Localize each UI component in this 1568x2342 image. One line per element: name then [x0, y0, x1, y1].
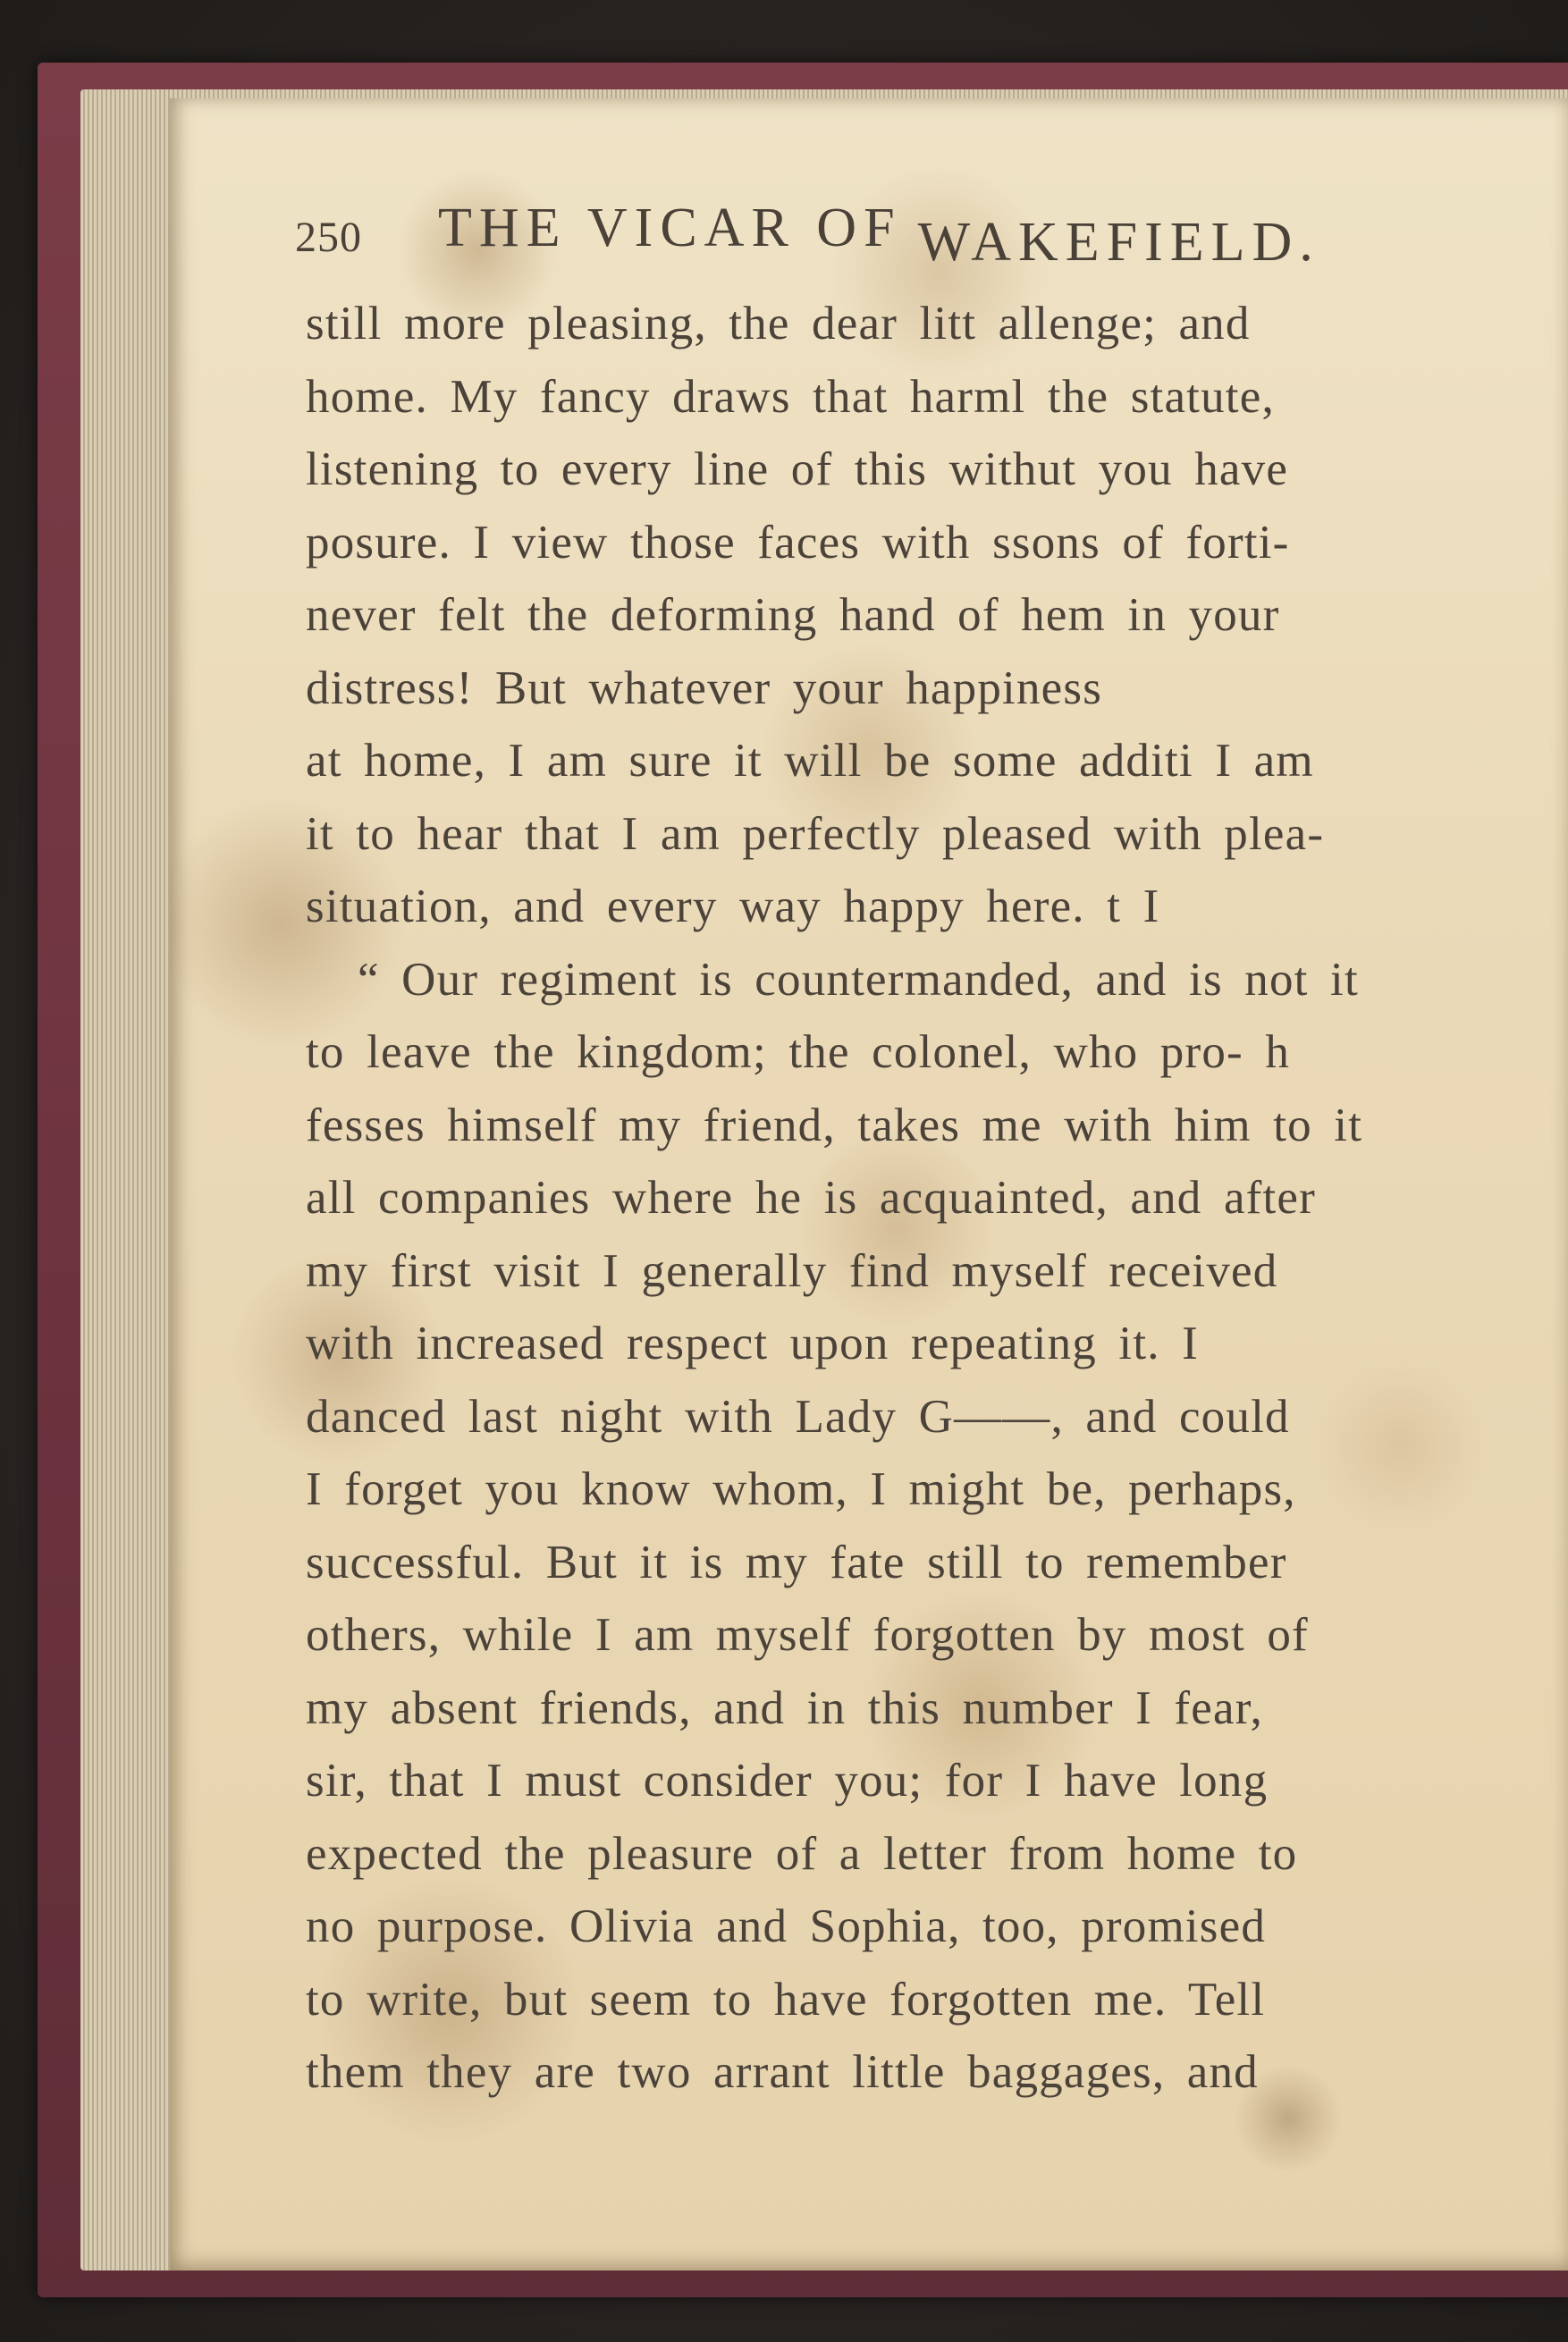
text-line: “ Our regiment is countermanded, and is not it	[358, 953, 1359, 1006]
text-line: others, while I am myself forgotten by most of	[306, 1609, 1309, 1661]
text-line: never felt the deforming hand of hem in your	[306, 589, 1280, 641]
text-line: expected the pleasure of a letter from home to	[306, 1827, 1298, 1880]
page-header	[295, 188, 1529, 286]
running-head-part2: WAKEFIELD.	[917, 212, 1320, 273]
text-line: my first visit I generally find myself received	[306, 1244, 1278, 1297]
text-line: danced last night with Lady G——, and could	[306, 1390, 1290, 1443]
running-head-part1: THE VICAR OF	[438, 198, 902, 258]
text-line: fesses himself my friend, takes me with him to it	[306, 1099, 1363, 1151]
text-line: still more pleasing, the dear litt allenge; and	[306, 298, 1251, 350]
text-line: posure. I view those faces with ssons of forti-	[306, 516, 1290, 569]
text-line: them they are two arrant little baggages, and	[306, 2046, 1259, 2098]
text-line: listening to every line of this withut you have	[306, 443, 1289, 495]
text-line: it to hear that I am perfectly pleased with plea-	[306, 807, 1325, 860]
text-line: no purpose. Olivia and Sophia, too, promised	[306, 1900, 1267, 1952]
text-line: to write, but seem to have forgotten me. Tell	[306, 1973, 1266, 2026]
text-line: successful. But it is my fate still to remember	[306, 1536, 1287, 1588]
text-line: situation, and every way happy here. t I	[306, 880, 1160, 932]
text-line: all companies where he is acquainted, and after	[306, 1172, 1317, 1224]
running-head	[438, 197, 1320, 273]
text-line: I forget you know whom, I might be, perhaps,	[306, 1463, 1296, 1515]
text-line: with increased respect upon repeating it. I	[306, 1318, 1200, 1369]
body-text	[306, 288, 1568, 2110]
text-line: home. My fancy draws that harml the statute,	[306, 370, 1275, 423]
text-line: distress! But whatever your happiness	[306, 661, 1103, 714]
text-line: my absent friends, and in this number I fear,	[306, 1681, 1263, 1734]
text-line: sir, that I must consider you; for I have long	[306, 1755, 1269, 1807]
text-line: to leave the kingdom; the colonel, who pro- h	[306, 1026, 1291, 1078]
page-number: 250	[295, 214, 362, 261]
book-page	[170, 98, 1568, 2270]
text-line: at home, I am sure it will be some additi I am	[306, 735, 1314, 787]
